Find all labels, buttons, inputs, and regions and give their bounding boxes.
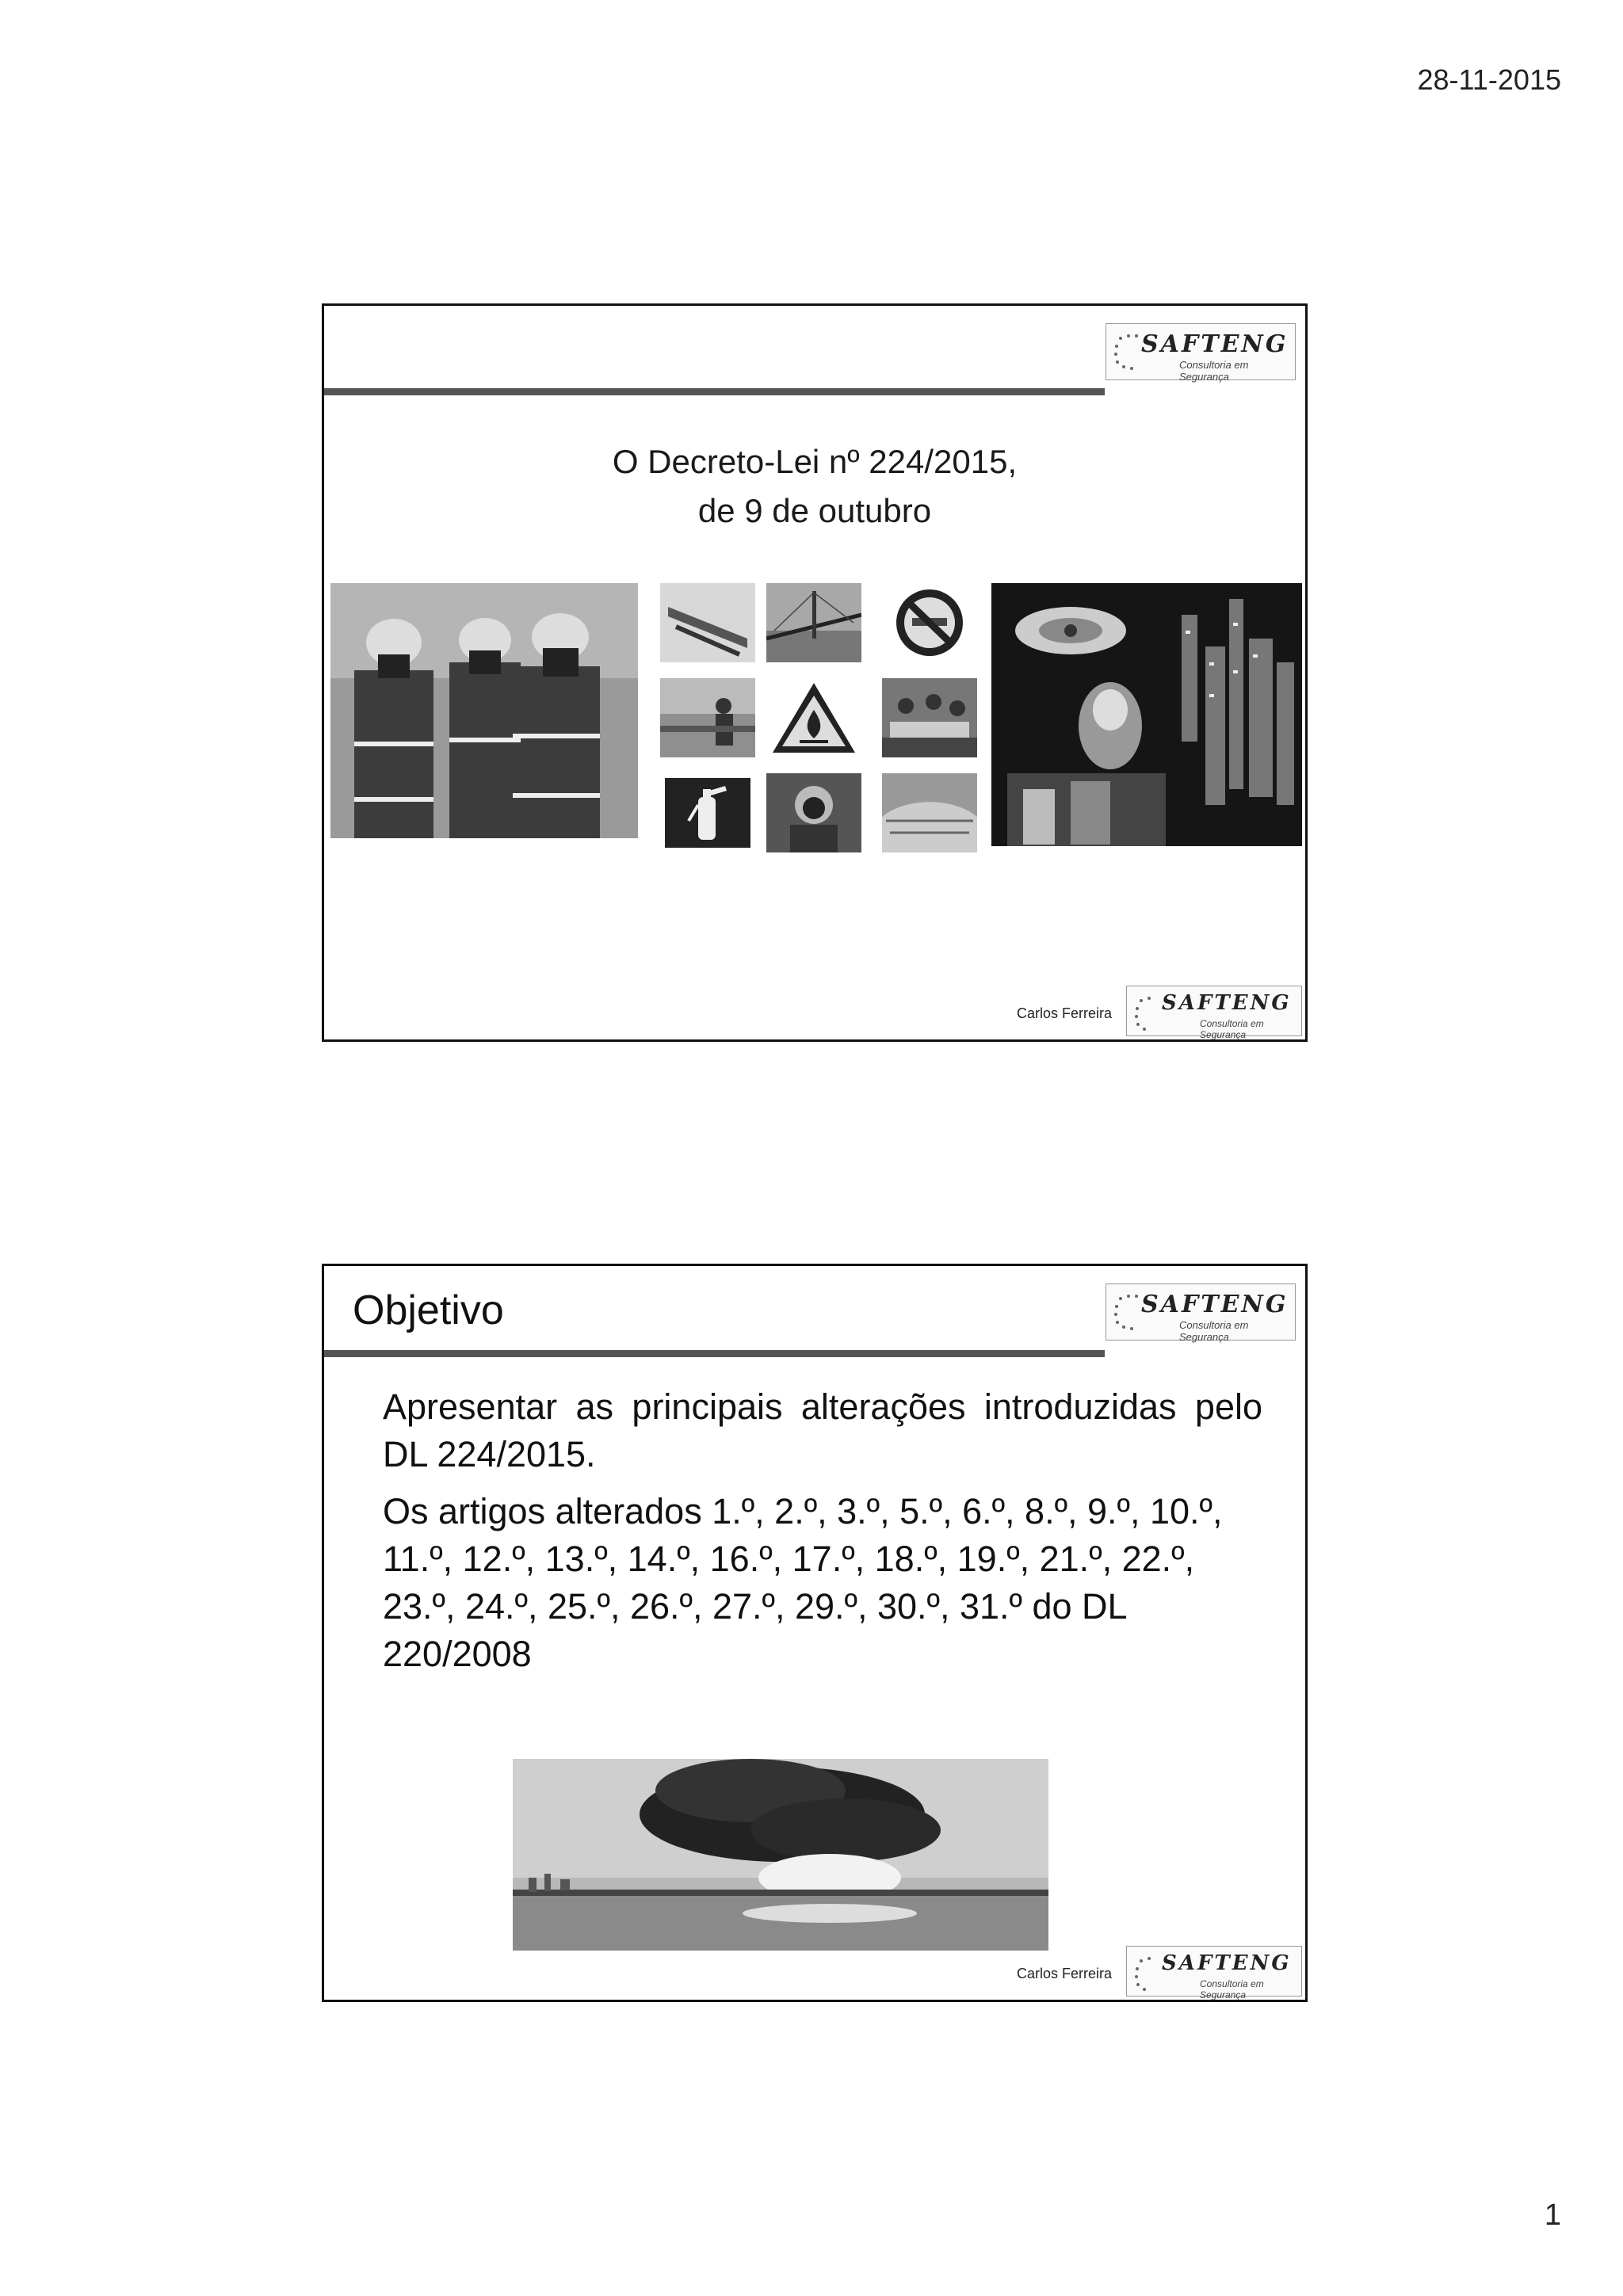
flammable-warning-icon xyxy=(766,678,861,757)
objective-paragraph: Apresentar as principais alterações introduzidas pelo DL 224/2015. xyxy=(383,1386,1262,1474)
no-smoking-icon xyxy=(882,583,977,662)
title-rule xyxy=(324,1350,1105,1357)
firefighter-mask-photo xyxy=(766,773,861,852)
logo-name: SAFTENG xyxy=(1162,1951,1292,1975)
logo-tagline: Consultoria em Segurança xyxy=(1200,1018,1264,1040)
page-number: 1 xyxy=(1544,2199,1561,2232)
bridge-photo xyxy=(766,583,861,662)
footer-author: Carlos Ferreira xyxy=(1016,1005,1112,1021)
safteng-logo-footer xyxy=(1126,1946,1302,2000)
slide-title-text xyxy=(324,437,1305,536)
refinery-fire-photo xyxy=(513,1759,1048,1951)
logo-tagline: Consultoria em Segurança xyxy=(1179,1319,1249,1343)
fire-extinguisher-icon xyxy=(660,773,755,852)
slide-body xyxy=(383,1383,1262,1688)
logo-name: SAFTENG xyxy=(1141,1291,1289,1318)
logo-tagline: Consultoria em Segurança xyxy=(1200,1978,1264,2000)
title-line-2: de 9 de outubro xyxy=(697,492,932,529)
slide-title xyxy=(322,303,1308,1042)
safteng-logo xyxy=(1106,1283,1296,1341)
title-line-1: O Decreto-Lei nº 224/2015, xyxy=(612,443,1018,480)
safteng-logo xyxy=(1106,323,1296,383)
logo-tagline: Consultoria em Segurança xyxy=(1179,359,1249,383)
footer-author: Carlos Ferreira xyxy=(1016,1966,1112,1981)
slide-objective xyxy=(322,1264,1308,2002)
worker-photo xyxy=(660,678,755,757)
pipes-photo xyxy=(660,583,755,662)
slide-heading: Objetivo xyxy=(353,1287,504,1333)
firefighters-photo xyxy=(330,583,638,838)
fire-detection-collage-photo xyxy=(991,583,1302,846)
logo-name: SAFTENG xyxy=(1141,330,1289,358)
safteng-logo-footer xyxy=(1126,986,1302,1040)
page-date: 28-11-2015 xyxy=(1417,63,1561,96)
meeting-photo xyxy=(882,678,977,757)
title-rule xyxy=(324,388,1105,395)
articles-paragraph: Os artigos alterados 1.º, 2.º, 3.º, 5.º, 6.º, 8.º, 9.º, 10.º, 11.º, 12.º, 13.º, 14.º, 16.º, 17.º, 18.º, 19.º, 21.º, 22.º, 23.º, 24.º, 25.º, 26.º, 27.º, 29.º, 30.º, 31.º do DL 220/2008 xyxy=(383,1491,1223,1674)
logo-name: SAFTENG xyxy=(1162,991,1292,1015)
building-photo xyxy=(882,773,977,852)
